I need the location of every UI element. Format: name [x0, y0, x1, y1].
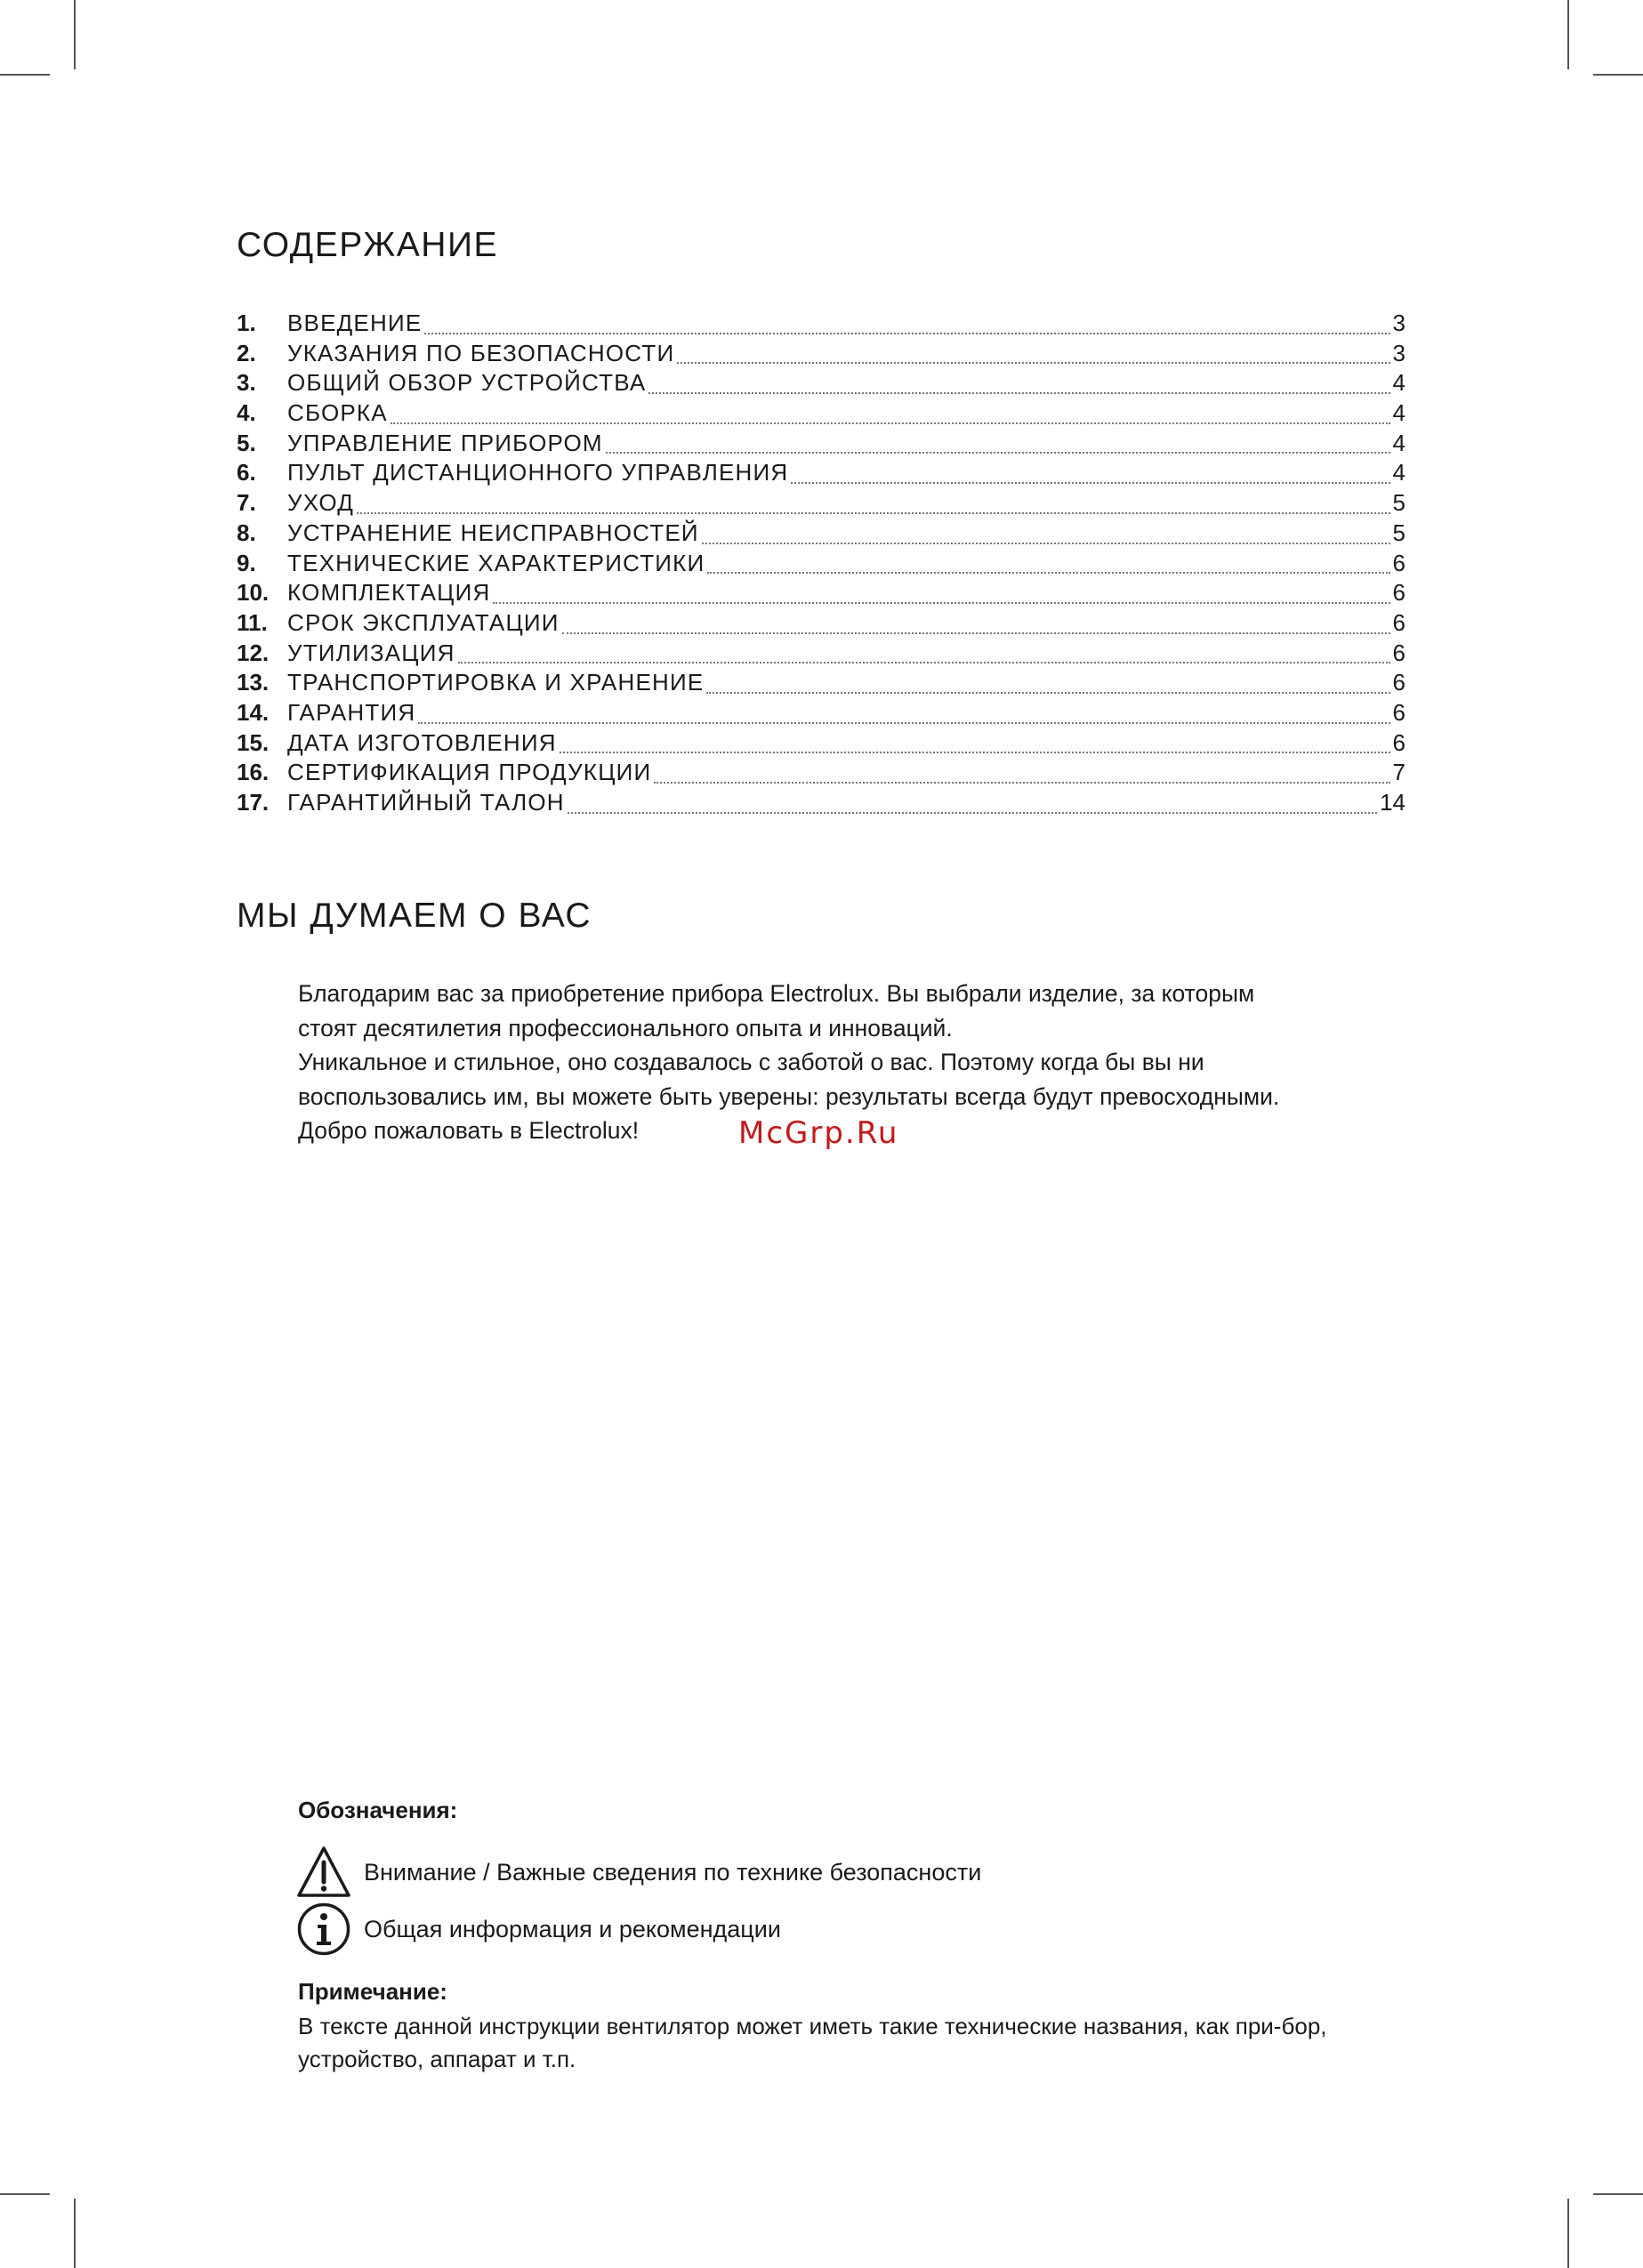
- toc-item-number: 6.: [237, 459, 256, 487]
- toc-dot-leader: [706, 664, 1389, 694]
- toc-item-page: 3: [1392, 310, 1405, 336]
- warning-triangle-icon: [296, 1845, 351, 1900]
- symbols-title: Обозначения:: [298, 1797, 458, 1823]
- toc-item-title: ГАРАНТИЯ: [287, 698, 416, 726]
- toc-dot-leader: [458, 634, 1390, 664]
- toc-item-title: ВВЕДЕНИЕ: [287, 310, 423, 336]
- toc-item-number: 17.: [237, 789, 270, 816]
- toc-dot-leader: [418, 694, 1389, 724]
- watermark: McGrp.Ru: [738, 1115, 899, 1151]
- symbol-warning-text: Внимание / Важные сведения по технике безопасности: [364, 1858, 982, 1886]
- toc-item-title: СЕРТИФИКАЦИЯ ПРОДУКЦИИ: [287, 759, 652, 786]
- toc-item-page: 5: [1392, 519, 1405, 546]
- about-title: МЫ ДУМАЕМ О ВАС: [237, 897, 592, 935]
- toc-item: [237, 788, 1405, 818]
- symbol-info-text: Общая информация и рекомендации: [364, 1915, 781, 1942]
- symbol-warning-row: [296, 1845, 981, 1900]
- table-of-contents: [237, 309, 1405, 818]
- toc-item-number: 8.: [237, 519, 256, 546]
- toc-item-page: 4: [1392, 429, 1405, 456]
- toc-item-title: УТИЛИЗАЦИЯ: [287, 639, 455, 666]
- toc-dot-leader: [562, 604, 1390, 634]
- toc-item-page: 3: [1392, 339, 1405, 366]
- crop-mark-bottom-right-h: [1593, 2193, 1643, 2195]
- toc-item-number: 14.: [237, 698, 270, 726]
- note-title: Примечание:: [298, 1978, 447, 2005]
- toc-item-page: 6: [1392, 608, 1405, 636]
- crop-mark-top-left-h: [0, 74, 50, 76]
- toc-item-number: 11.: [237, 608, 268, 636]
- note-text: В тексте данной инструкции вентилятор может иметь такие технические названия, как при-бор, устройство, аппарат и т.п.: [298, 2013, 1327, 2072]
- toc-item-title: УХОД: [287, 489, 355, 517]
- toc-item-page: 4: [1392, 369, 1405, 397]
- crop-mark-top-right-h: [1593, 74, 1643, 76]
- toc-item-page: 4: [1392, 459, 1405, 487]
- toc-dot-leader: [357, 484, 1389, 514]
- toc-item-title: ДАТА ИЗГОТОВЛЕНИЯ: [287, 728, 557, 756]
- toc-item-title: СБОРКА: [287, 399, 388, 427]
- toc-dot-leader: [424, 304, 1389, 334]
- crop-mark-bottom-left: [74, 2199, 76, 2268]
- toc-item-title: УПРАВЛЕНИЕ ПРИБОРОМ: [287, 429, 603, 456]
- toc-dot-leader: [677, 334, 1389, 365]
- toc-item-page: 4: [1392, 399, 1405, 427]
- about-line: Благодарим вас за приобретение прибора Electrolux. Вы выбрали изделие, за которым: [298, 980, 1255, 1007]
- toc-item-page: 6: [1392, 579, 1405, 607]
- toc-item-page: 5: [1392, 489, 1405, 517]
- toc-item-page: 6: [1392, 669, 1405, 696]
- toc-item-number: 7.: [237, 489, 256, 517]
- crop-mark-bottom-right: [1567, 2199, 1569, 2268]
- toc-item-page: 14: [1380, 789, 1405, 816]
- toc-item-number: 15.: [237, 728, 270, 756]
- toc-item-title: СРОК ЭКСПЛУАТАЦИИ: [287, 608, 560, 636]
- toc-item-title: УКАЗАНИЯ ПО БЕЗОПАСНОСТИ: [287, 339, 675, 366]
- toc-item-number: 5.: [237, 429, 256, 456]
- toc-dot-leader: [707, 544, 1389, 575]
- toc-dot-leader: [560, 724, 1390, 754]
- toc-item-number: 12.: [237, 639, 270, 666]
- toc-item-page: 6: [1392, 698, 1405, 726]
- toc-item-number: 2.: [237, 339, 256, 366]
- toc-item-number: 16.: [237, 759, 270, 786]
- crop-mark-top-right: [1567, 0, 1569, 69]
- toc-item-page: 6: [1392, 639, 1405, 666]
- toc-item-page: 7: [1392, 759, 1405, 786]
- toc-item-number: 13.: [237, 669, 270, 696]
- toc-item-page: 6: [1392, 549, 1405, 576]
- toc-title: СОДЕРЖАНИЕ: [237, 226, 499, 264]
- toc-item-title: КОМПЛЕКТАЦИЯ: [287, 579, 491, 607]
- toc-item-title: ТЕХНИЧЕСКИЕ ХАРАКТЕРИСТИКИ: [287, 549, 705, 576]
- toc-item-number: 4.: [237, 399, 256, 427]
- toc-item-title: ПУЛЬТ ДИСТАНЦИОННОГО УПРАВЛЕНИЯ: [287, 459, 789, 487]
- toc-item-title: ГАРАНТИЙНЫЙ ТАЛОН: [287, 789, 565, 816]
- about-line: стоят десятилетия профессионального опыта и инноваций.: [298, 1014, 953, 1042]
- toc-dot-leader: [654, 753, 1389, 784]
- toc-dot-leader: [493, 574, 1389, 604]
- toc-item-number: 1.: [237, 310, 256, 336]
- symbol-info-row: [296, 1902, 781, 1957]
- toc-item-number: 3.: [237, 369, 256, 397]
- toc-dot-leader: [568, 784, 1377, 814]
- toc-dot-leader: [648, 364, 1389, 394]
- about-line: Уникальное и стильное, оно создавалось с заботой о вас. Поэтому когда бы вы ни: [298, 1049, 1204, 1075]
- info-circle-icon: [296, 1902, 351, 1957]
- toc-item-title: УСТРАНЕНИЕ НЕИСПРАВНОСТЕЙ: [287, 519, 699, 546]
- toc-dot-leader: [791, 454, 1389, 484]
- toc-item-page: 6: [1392, 728, 1405, 756]
- about-line: Добро пожаловать в Electrolux!: [298, 1117, 640, 1144]
- crop-mark-bottom-left-h: [0, 2193, 50, 2195]
- crop-mark-top-left: [74, 0, 76, 69]
- toc-item-number: 10.: [237, 579, 270, 607]
- toc-item-title: ОБЩИЙ ОБЗОР УСТРОЙСТВА: [287, 369, 647, 397]
- toc-item-title: ТРАНСПОРТИРОВКА И ХРАНЕНИЕ: [287, 669, 705, 696]
- toc-dot-leader: [606, 424, 1390, 454]
- toc-item-number: 9.: [237, 549, 256, 576]
- toc-dot-leader: [702, 514, 1390, 544]
- toc-dot-leader: [391, 394, 1390, 424]
- about-line: воспользовались им, вы можете быть уверены: результаты всегда будут превосходными.: [298, 1082, 1280, 1110]
